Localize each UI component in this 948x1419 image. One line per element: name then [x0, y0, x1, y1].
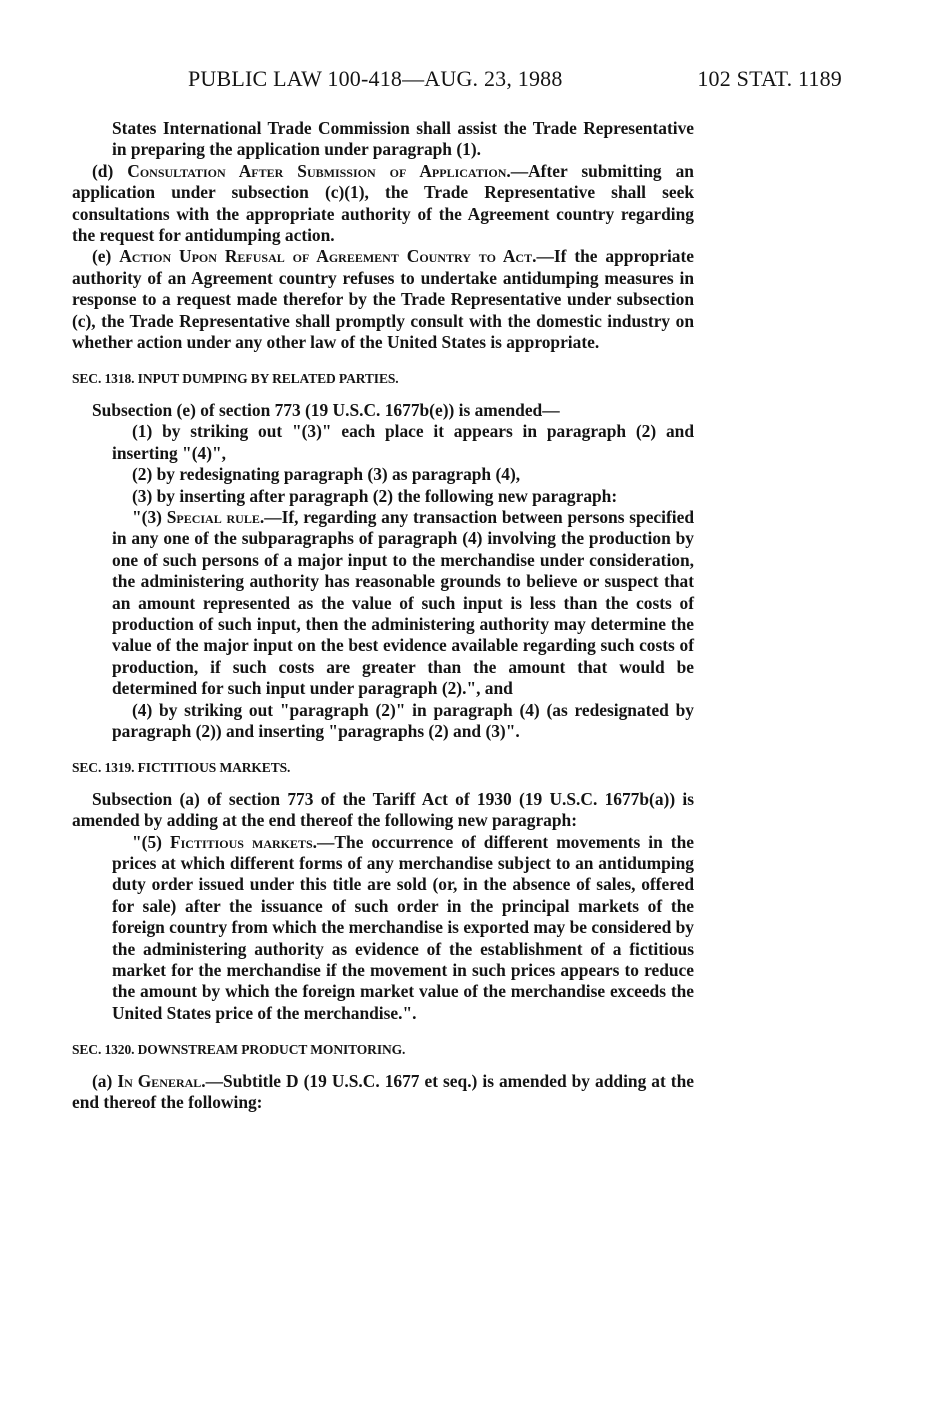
quoted-rule-text: —If, regarding any transaction between persons specified in any one of the subparagraphs of paragraph (4) involving the production by one of such persons of a major input to the merchandise under consideration, the administering authority has reasonable grounds to believe or suspect that an amount represented as the value of such input is less than the costs of production of such input, then the administering authority may determine the value of the major input on the best evidence available regarding such costs of production, if such costs are greater than the amount that would be determined for such input under paragraph (2).", and: [112, 506, 694, 699]
page-header: [188, 66, 842, 100]
section-1319-heading: SEC. 1319. FICTITIOUS MARKETS.: [72, 760, 291, 776]
subsection-a-label: (a): [92, 1070, 113, 1091]
subsection-a-heading: In General.: [117, 1070, 206, 1091]
section-1320-heading: SEC. 1320. DOWNSTREAM PRODUCT MONITORING.: [72, 1042, 406, 1058]
section-1318-item-1: (1) by striking out "(3)" each place it appears in paragraph (2) and inserting "(4)",: [112, 421, 694, 463]
quoted-paragraph-label: "(5): [132, 831, 162, 852]
section-1318-heading: SEC. 1318. INPUT DUMPING BY RELATED PARTIES.: [72, 371, 399, 387]
header-stat-citation: 102 STAT. 1189: [697, 66, 842, 91]
quoted-rule-label: "(3): [132, 506, 162, 527]
section-1318-item-4: (4) by striking out "paragraph (2)" in paragraph (4) (as redesignated by paragraph (2)) and inserting "paragraphs (2) and (3)".: [112, 699, 694, 741]
section-1318-item-3: (3) by inserting after paragraph (2) the following new paragraph:: [132, 485, 618, 506]
subsection-d-label: (d): [92, 160, 114, 181]
subsection-a-text: —Subtitle D (19 U.S.C. 1677 et seq.) is amended by adding at the end thereof the following:: [72, 1070, 694, 1113]
subsection-e-text: —If the appropriate authority of an Agreement country refuses to undertake antidumping measures in response to a request made therefor by the Trade Representative under subsection (c), the Trade Representative shall promptly consult with the domestic industry on whether action under any other law of the United States is appropriate.: [72, 246, 694, 353]
subsection-e-label: (e): [92, 246, 112, 267]
quoted-paragraph-heading: Fictitious markets.: [169, 831, 318, 852]
section-1318-intro: Subsection (e) of section 773 (19 U.S.C. 1677b(e)) is amended—: [92, 399, 560, 420]
document-body: [72, 118, 694, 1113]
subsection-e-heading: Action Upon Refusal of Agreement Country to Act.: [119, 246, 537, 267]
quoted-paragraph-text: —The occurrence of different movements in the prices at which different forms of any merchandise subject to an antidumping duty order issued under this title are sold (or, in the absence of sales, offered for sale) after the issuance of such order in the principal markets of the foreign country from which the merchandise is exported may be considered by the administering authority as evidence of the establishment of a fictitious market for the merchandise if the movement in such prices appears to reduce the amount by which the foreign market value of the merchandise exceeds the United States price of the merchandise.".: [112, 831, 694, 1023]
subsection-d: [72, 161, 694, 247]
paragraph-continuation: States International Trade Commission shall assist the Trade Representative in preparing the application under paragraph (1).: [112, 118, 694, 160]
section-1318-item-2: (2) by redesignating paragraph (3) as paragraph (4),: [132, 464, 521, 485]
section-1320-subsection-a: [72, 1071, 694, 1114]
subsection-d-text: —After submitting an application under subsection (c)(1), the Trade Representative shall seek consultations with the appropriate authority of the Agreement country regarding the request for antidumping action.: [72, 160, 694, 246]
section-1318-quoted-rule: [72, 507, 694, 700]
section-1319-intro: Subsection (a) of section 773 of the Tariff Act of 1930 (19 U.S.C. 1677b(a)) is amended by adding at the end thereof the following new paragraph:: [72, 788, 694, 831]
subsection-e: [72, 246, 694, 353]
header-title: PUBLIC LAW 100-418—AUG. 23, 1988: [188, 66, 563, 91]
quoted-rule-heading: Special rule.: [166, 506, 265, 527]
section-1319-quoted-paragraph: [72, 832, 694, 1025]
subsection-d-heading: Consultation After Submission of Application.: [127, 160, 511, 181]
